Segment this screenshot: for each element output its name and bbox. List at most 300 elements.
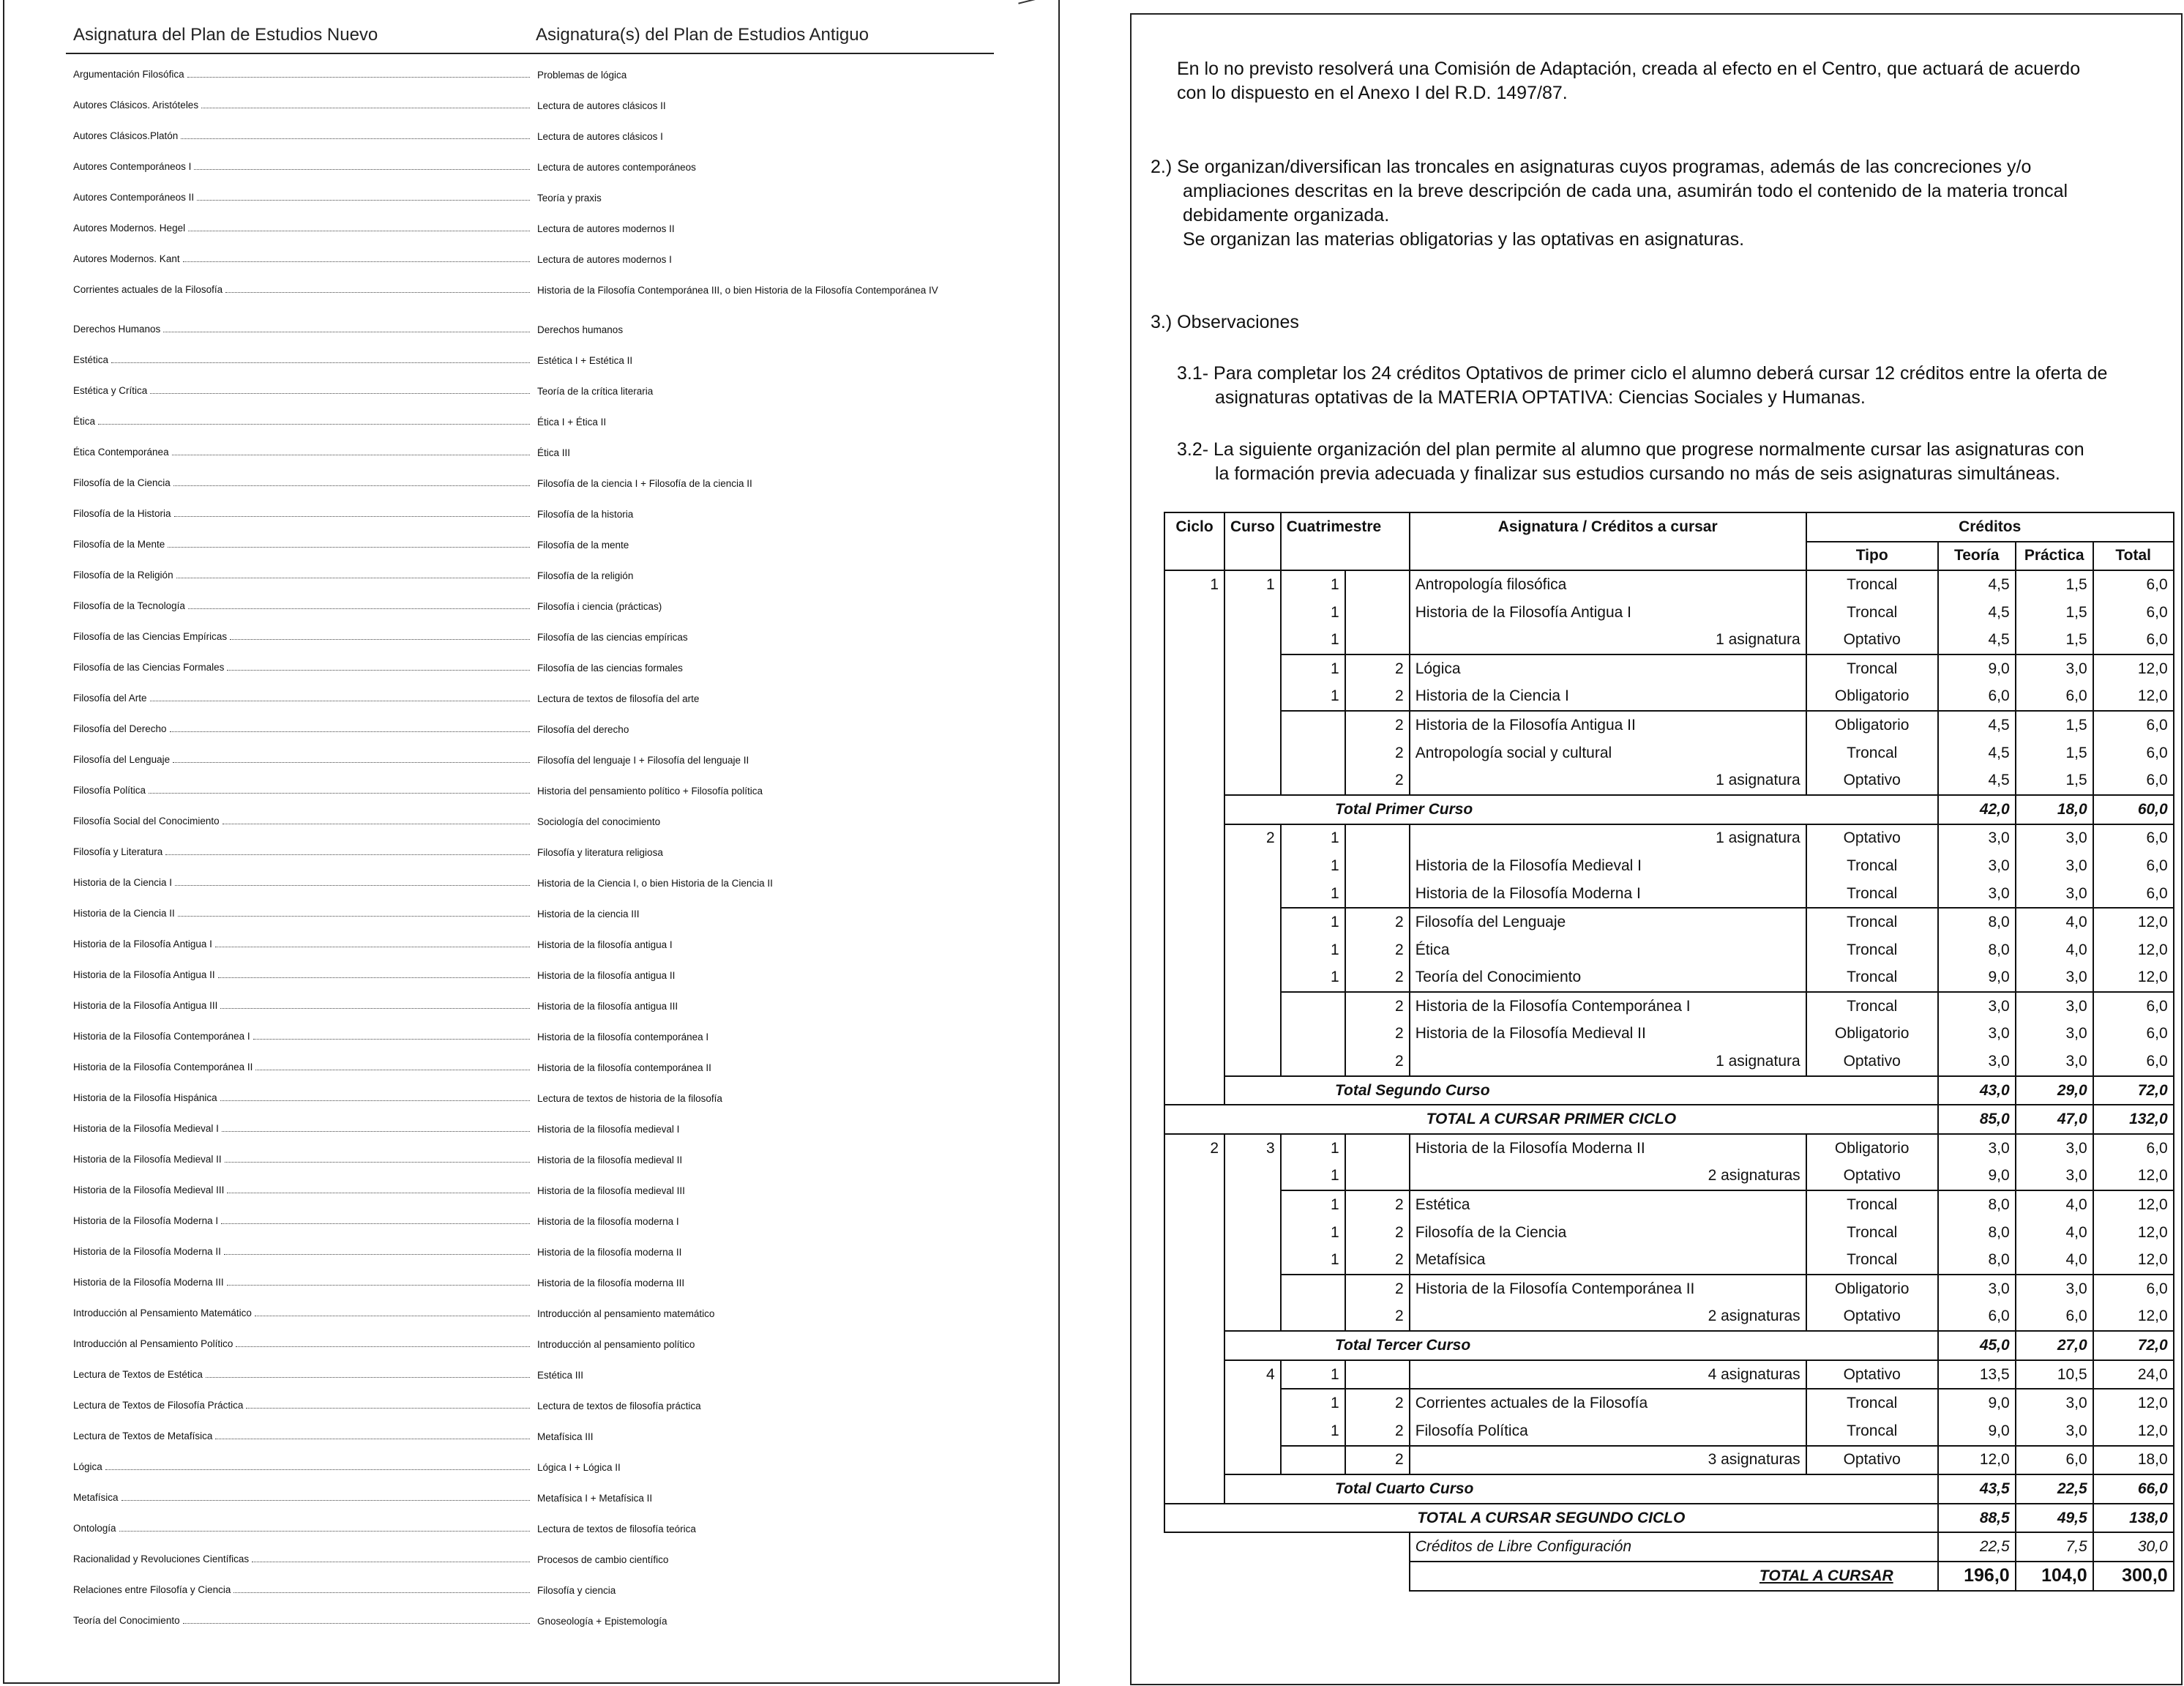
header-curso: Curso <box>1224 512 1281 542</box>
tipo-cell: Troncal <box>1806 1389 1938 1417</box>
dot-leader <box>206 1377 530 1378</box>
total-teoria: 85,0 <box>1938 1105 2016 1134</box>
ciclo-cell <box>1164 1246 1224 1275</box>
old-subject: Lectura de textos de filosofía del arte <box>537 693 700 704</box>
grand-total-label: TOTAL A CURSAR <box>1410 1562 1938 1591</box>
new-subject-label: Autores Modernos. Kant <box>73 253 180 264</box>
cuatrimestre-2-cell <box>1345 599 1410 627</box>
practica-cell: 3,0 <box>2016 1275 2093 1303</box>
new-subject-label: Historia de la Ciencia I <box>73 877 173 888</box>
new-subject-label: Ontología <box>73 1523 116 1534</box>
new-subject-label: Filosofía de la Historia <box>73 508 171 519</box>
new-subject-label: Historia de la Filosofía Medieval I <box>73 1123 219 1134</box>
equivalence-row <box>73 1154 995 1168</box>
equivalence-row <box>73 1492 995 1507</box>
practica-cell: 3,0 <box>2016 964 2093 993</box>
cuatrimestre-2-cell <box>1345 1163 1410 1191</box>
equivalence-row <box>73 130 995 145</box>
course-total-label: Total Cuarto Curso <box>1224 1474 1938 1504</box>
old-subject: Teoría de la crítica literaria <box>537 386 654 397</box>
cuatrimestre-2-cell: 2 <box>1345 654 1410 683</box>
old-subject: Filosofía de la mente <box>537 540 629 551</box>
tipo-cell: Obligatorio <box>1806 1134 1938 1163</box>
table-row <box>1164 1446 2174 1475</box>
ciclo-cell: 1 <box>1164 570 1224 599</box>
equivalence-row <box>73 877 995 892</box>
new-subject <box>73 447 530 458</box>
curso-cell <box>1224 1303 1281 1332</box>
new-subject <box>73 1123 530 1134</box>
ciclo-cell <box>1164 1190 1224 1219</box>
teoria-cell: 13,5 <box>1938 1360 2016 1390</box>
total-cell: 12,0 <box>2093 936 2174 964</box>
dot-leader <box>165 854 530 855</box>
teoria-cell: 8,0 <box>1938 908 2016 936</box>
teoria-cell: 8,0 <box>1938 1246 2016 1275</box>
blank-cell <box>1164 1532 1410 1562</box>
new-subject-label: Metafísica <box>73 1492 119 1503</box>
new-subject <box>73 539 530 550</box>
header-blank <box>1281 542 1410 571</box>
table-row <box>1164 1303 2174 1332</box>
total-cell: 6,0 <box>2093 570 2174 599</box>
dot-leader <box>233 1592 530 1593</box>
ciclo-cell <box>1164 852 1224 880</box>
table-row <box>1164 1504 2174 1533</box>
old-subject: Filosofía de la ciencia I + Filosofía de la ciencia II <box>537 478 752 489</box>
dot-leader <box>170 731 530 732</box>
subject-cell: 2 asignaturas <box>1410 1163 1806 1191</box>
cuatrimestre-1-cell: 1 <box>1281 852 1345 880</box>
equivalence-row <box>73 816 995 830</box>
new-subject-label: Lógica <box>73 1461 102 1472</box>
cuatrimestre-1-cell <box>1281 1275 1345 1303</box>
subject-cell: 3 asignaturas <box>1410 1446 1806 1475</box>
teoria-cell: 8,0 <box>1938 936 2016 964</box>
practica-cell: 6,0 <box>2016 683 2093 712</box>
old-subject: Historia del pensamiento político + Filosofía política <box>537 786 763 797</box>
cuatrimestre-2-cell: 2 <box>1345 964 1410 993</box>
curso-cell <box>1224 936 1281 964</box>
grand-total: 300,0 <box>2093 1562 2174 1591</box>
ciclo-cell <box>1164 711 1224 739</box>
new-subject <box>73 385 530 396</box>
table-row <box>1164 1048 2174 1076</box>
curso-cell <box>1224 1246 1281 1275</box>
ciclo-cell <box>1164 1163 1224 1191</box>
header-cuatrimestre: Cuatrimestre <box>1281 512 1410 542</box>
total-cell: 12,0 <box>2093 1219 2174 1247</box>
curso-cell: 1 <box>1224 570 1281 599</box>
old-subject: Historia de la Filosofía Contemporánea III, o bien Historia de la Filosofía Contemporánea IV <box>537 285 938 296</box>
observation-3-2: 3.2- La siguiente organización del plan permite al alumno que progrese normalmente cursar las asignaturas con la formación previa adecuada y finalizar sus estudios cursando no más de seis asignaturas simultáneas. <box>1177 439 2084 484</box>
ciclo-cell <box>1164 654 1224 683</box>
total-practica: 18,0 <box>2016 795 2093 824</box>
old-subject: Lectura de autores clásicos I <box>537 131 663 142</box>
ciclo-cell <box>1164 880 1224 909</box>
table-row <box>1164 1389 2174 1417</box>
curso-cell <box>1224 1446 1281 1475</box>
teoria-cell: 3,0 <box>1938 1134 2016 1163</box>
teoria-cell: 3,0 <box>1938 1021 2016 1048</box>
cuatrimestre-1-cell: 1 <box>1281 824 1345 853</box>
practica-cell: 3,0 <box>2016 852 2093 880</box>
tipo-cell: Troncal <box>1806 908 1938 936</box>
subject-cell: 2 asignaturas <box>1410 1303 1806 1332</box>
curso-cell: 4 <box>1224 1360 1281 1390</box>
ciclo-cell <box>1164 1048 1224 1076</box>
old-subject: Filosofía de las ciencias empíricas <box>537 632 688 643</box>
new-subject <box>73 1338 530 1349</box>
old-subject: Historia de la filosofía antigua I <box>537 939 673 950</box>
teoria-cell: 4,5 <box>1938 711 2016 739</box>
ciclo-cell <box>1164 964 1224 993</box>
dot-leader <box>246 1408 530 1409</box>
libre-practica: 7,5 <box>2016 1532 2093 1562</box>
new-subject-label: Historia de la Filosofía Antigua III <box>73 1000 218 1011</box>
table-row <box>1164 739 2174 767</box>
new-subject-label: Estética y Crítica <box>73 385 148 396</box>
cuatrimestre-2-cell: 2 <box>1345 1219 1410 1247</box>
total-practica: 22,5 <box>2016 1474 2093 1504</box>
subject-cell: 1 asignatura <box>1410 1048 1806 1076</box>
cuatrimestre-1-cell: 1 <box>1281 626 1345 654</box>
ciclo-cell <box>1164 908 1224 936</box>
total-cell: 6,0 <box>2093 711 2174 739</box>
total-practica: 27,0 <box>2016 1331 2093 1360</box>
total-cell: 6,0 <box>2093 1275 2174 1303</box>
course-total-label: Total Primer Curso <box>1224 795 1938 824</box>
cuatrimestre-1-cell <box>1281 1303 1345 1332</box>
new-subject-label: Historia de la Filosofía Moderna III <box>73 1277 224 1288</box>
cuatrimestre-1-cell: 1 <box>1281 964 1345 993</box>
old-subject: Filosofía y literatura religiosa <box>537 847 663 858</box>
teoria-cell: 3,0 <box>1938 824 2016 853</box>
cuatrimestre-1-cell <box>1281 766 1345 795</box>
total-cell: 6,0 <box>2093 852 2174 880</box>
total-cell: 12,0 <box>2093 1417 2174 1446</box>
tipo-cell: Optativo <box>1806 1048 1938 1076</box>
cuatrimestre-2-cell: 2 <box>1345 1417 1410 1446</box>
curso-cell <box>1224 1275 1281 1303</box>
old-subject: Historia de la ciencia III <box>537 909 640 920</box>
new-subject <box>73 1492 530 1503</box>
new-subject <box>73 1369 530 1380</box>
equivalence-row <box>73 969 995 984</box>
cuatrimestre-1-cell: 1 <box>1281 570 1345 599</box>
grand-total-row <box>1164 1562 2174 1591</box>
header-new-plan: Asignatura del Plan de Estudios Nuevo <box>73 25 378 45</box>
total-practica: 49,5 <box>2016 1504 2093 1533</box>
tipo-cell: Troncal <box>1806 1246 1938 1275</box>
new-subject <box>73 477 530 488</box>
new-subject-label: Historia de la Filosofía Moderna II <box>73 1246 221 1257</box>
new-subject <box>73 785 530 796</box>
header-practica: Práctica <box>2016 542 2093 571</box>
ciclo-cell <box>1164 1446 1224 1475</box>
curso-cell <box>1224 852 1281 880</box>
old-subject: Teoría y praxis <box>537 193 602 204</box>
practica-cell: 3,0 <box>2016 1417 2093 1446</box>
tipo-cell: Optativo <box>1806 1163 1938 1191</box>
total-total: 72,0 <box>2093 1331 2174 1360</box>
table-row <box>1164 1134 2174 1163</box>
tipo-cell: Troncal <box>1806 570 1938 599</box>
table-row <box>1164 852 2174 880</box>
new-subject-label: Historia de la Filosofía Medieval III <box>73 1185 225 1196</box>
teoria-cell: 3,0 <box>1938 1048 2016 1076</box>
dot-leader <box>181 138 530 139</box>
dot-leader <box>218 977 530 978</box>
subject-cell: 1 asignatura <box>1410 766 1806 795</box>
new-subject-label: Relaciones entre Filosofía y Ciencia <box>73 1584 231 1595</box>
teoria-cell: 3,0 <box>1938 1275 2016 1303</box>
teoria-cell: 9,0 <box>1938 964 2016 993</box>
equivalence-row <box>73 1215 995 1230</box>
cuatrimestre-2-cell: 2 <box>1345 908 1410 936</box>
old-subject: Historia de la filosofía moderna III <box>537 1277 685 1288</box>
ciclo-cell <box>1164 1417 1224 1446</box>
ciclo-cell <box>1164 1303 1224 1332</box>
total-teoria: 88,5 <box>1938 1504 2016 1533</box>
old-subject: Lectura de textos de historia de la filosofía <box>537 1093 722 1104</box>
practica-cell: 1,5 <box>2016 599 2093 627</box>
libre-configuracion-row <box>1164 1532 2174 1562</box>
old-subject: Estética I + Estética II <box>537 355 633 366</box>
total-total: 66,0 <box>2093 1474 2174 1504</box>
ciclo-cell <box>1164 1474 1224 1504</box>
course-total-label: Total Segundo Curso <box>1224 1076 1938 1105</box>
dot-leader <box>183 261 530 262</box>
total-cell: 12,0 <box>2093 1190 2174 1219</box>
new-subject-label: Filosofía del Arte <box>73 693 147 704</box>
curso-cell <box>1224 683 1281 712</box>
cuatrimestre-2-cell: 2 <box>1345 766 1410 795</box>
total-cell: 18,0 <box>2093 1446 2174 1475</box>
equivalence-row <box>73 939 995 953</box>
table-row <box>1164 1474 2174 1504</box>
cuatrimestre-1-cell: 1 <box>1281 654 1345 683</box>
ciclo-cell <box>1164 795 1224 824</box>
dot-leader <box>221 1223 530 1224</box>
dot-leader <box>168 547 530 548</box>
observations-title: 3.) Observaciones <box>1151 312 1299 332</box>
cuatrimestre-1-cell: 1 <box>1281 1389 1345 1417</box>
equivalence-row <box>73 1338 995 1353</box>
table-header-row <box>1164 542 2174 571</box>
tipo-cell: Obligatorio <box>1806 711 1938 739</box>
old-subject: Historia de la filosofía moderna I <box>537 1216 679 1227</box>
dot-leader <box>98 424 530 425</box>
cuatrimestre-2-cell: 2 <box>1345 711 1410 739</box>
practica-cell: 1,5 <box>2016 570 2093 599</box>
table-row <box>1164 1360 2174 1390</box>
subject-cell: Historia de la Filosofía Moderna II <box>1410 1134 1806 1163</box>
dot-leader <box>173 762 530 763</box>
new-subject-label: Autores Contemporáneos II <box>73 192 195 203</box>
cuatrimestre-2-cell <box>1345 626 1410 654</box>
cuatrimestre-2-cell: 2 <box>1345 1303 1410 1332</box>
dot-leader <box>225 292 530 293</box>
table-row <box>1164 880 2174 909</box>
total-total: 60,0 <box>2093 795 2174 824</box>
subject-cell: 1 asignatura <box>1410 626 1806 654</box>
old-subject: Historia de la filosofía antigua II <box>537 970 676 981</box>
new-subject <box>73 1431 530 1441</box>
old-subject: Gnoseología + Epistemología <box>537 1616 667 1627</box>
equivalence-row <box>73 385 995 400</box>
cuatrimestre-1-cell: 1 <box>1281 936 1345 964</box>
curso-cell: 3 <box>1224 1134 1281 1163</box>
old-subject: Introducción al pensamiento matemático <box>537 1308 715 1319</box>
dot-leader <box>174 516 530 517</box>
equivalence-row <box>73 539 995 553</box>
tipo-cell: Troncal <box>1806 936 1938 964</box>
new-subject <box>73 1277 530 1288</box>
total-teoria: 45,0 <box>1938 1331 2016 1360</box>
new-subject-label: Filosofía del Derecho <box>73 723 167 734</box>
new-subject <box>73 69 530 80</box>
curso-cell <box>1224 880 1281 909</box>
old-subject: Sociología del conocimiento <box>537 816 661 827</box>
subject-cell: 1 asignatura <box>1410 824 1806 853</box>
new-subject <box>73 1062 530 1073</box>
subject-cell: 4 asignaturas <box>1410 1360 1806 1390</box>
equivalence-row <box>73 324 995 338</box>
old-subject: Lectura de textos de filosofía teórica <box>537 1523 696 1534</box>
dot-leader <box>149 793 530 794</box>
table-header-row <box>1164 512 2174 542</box>
header-tipo: Tipo <box>1806 542 1938 571</box>
intro-paragraph: En lo no previsto resolverá una Comisión de Adaptación, creada al efecto en el Centro, que actuará de acuerdo con lo dispuesto en el Anexo I del R.D. 1497/87. <box>1177 59 2081 103</box>
equivalence-row <box>73 1123 995 1138</box>
curso-cell <box>1224 1021 1281 1048</box>
table-row <box>1164 1246 2174 1275</box>
tipo-cell: Obligatorio <box>1806 1021 1938 1048</box>
practica-cell: 3,0 <box>2016 880 2093 909</box>
new-subject <box>73 130 530 141</box>
teoria-cell: 8,0 <box>1938 1219 2016 1247</box>
table-row <box>1164 1219 2174 1247</box>
header-blank <box>1164 542 1224 571</box>
header-asignatura: Asignatura / Créditos a cursar <box>1410 512 1806 542</box>
equivalence-row <box>73 662 995 676</box>
new-subject <box>73 223 530 234</box>
new-subject-label: Lectura de Textos de Filosofía Práctica <box>73 1400 244 1411</box>
cuatrimestre-2-cell: 2 <box>1345 992 1410 1021</box>
tipo-cell: Troncal <box>1806 739 1938 767</box>
equivalence-row <box>73 693 995 707</box>
cuatrimestre-1-cell: 1 <box>1281 1134 1345 1163</box>
cuatrimestre-2-cell: 2 <box>1345 1021 1410 1048</box>
practica-cell: 4,0 <box>2016 1190 2093 1219</box>
dot-leader <box>230 639 530 640</box>
dot-leader <box>105 1469 530 1470</box>
teoria-cell: 6,0 <box>1938 1303 2016 1332</box>
dot-leader <box>111 362 530 363</box>
subject-cell: Filosofía del Lenguaje <box>1410 908 1806 936</box>
cuatrimestre-1-cell <box>1281 1446 1345 1475</box>
ciclo-cell <box>1164 599 1224 627</box>
cuatrimestre-1-cell: 1 <box>1281 1360 1345 1390</box>
practica-cell: 1,5 <box>2016 711 2093 739</box>
new-subject <box>73 600 530 611</box>
equivalence-row <box>73 354 995 369</box>
total-cell: 6,0 <box>2093 766 2174 795</box>
header-total: Total <box>2093 542 2174 571</box>
total-cell: 6,0 <box>2093 824 2174 853</box>
practica-cell: 3,0 <box>2016 992 2093 1021</box>
new-subject-label: Autores Clásicos. Aristóteles <box>73 100 199 111</box>
equivalence-row <box>73 192 995 206</box>
cuatrimestre-1-cell: 1 <box>1281 908 1345 936</box>
tipo-cell: Troncal <box>1806 1190 1938 1219</box>
total-cell: 12,0 <box>2093 683 2174 712</box>
curso-cell <box>1224 992 1281 1021</box>
new-subject <box>73 1185 530 1196</box>
cuatrimestre-2-cell: 2 <box>1345 1048 1410 1076</box>
old-subject: Historia de la filosofía moderna II <box>537 1247 682 1258</box>
dot-leader <box>222 1131 530 1132</box>
cuatrimestre-2-cell: 2 <box>1345 739 1410 767</box>
total-practica: 29,0 <box>2016 1076 2093 1105</box>
practica-cell: 1,5 <box>2016 626 2093 654</box>
tipo-cell: Obligatorio <box>1806 683 1938 712</box>
table-row <box>1164 683 2174 712</box>
subject-cell: Historia de la Ciencia I <box>1410 683 1806 712</box>
total-total: 132,0 <box>2093 1105 2174 1134</box>
old-subject: Filosofía y ciencia <box>537 1585 616 1596</box>
tipo-cell: Optativo <box>1806 626 1938 654</box>
equivalence-row <box>73 477 995 492</box>
new-subject-label: Argumentación Filosófica <box>73 69 184 80</box>
dot-leader <box>175 885 530 886</box>
ciclo-cell <box>1164 626 1224 654</box>
cuatrimestre-1-cell: 1 <box>1281 599 1345 627</box>
new-subject-label: Autores Modernos. Hegel <box>73 223 186 234</box>
total-cell: 12,0 <box>2093 1389 2174 1417</box>
equivalence-row <box>73 161 995 176</box>
dot-leader <box>220 1008 530 1009</box>
total-cell: 6,0 <box>2093 1021 2174 1048</box>
new-subject-label: Filosofía de la Tecnología <box>73 600 185 611</box>
old-subject: Procesos de cambio científico <box>537 1554 669 1565</box>
cuatrimestre-2-cell <box>1345 1360 1410 1390</box>
point-2: 2.) Se organizan/diversifican las troncales en asignaturas cuyos programas, además de las concreciones y/o ampliaciones descritas en la breve descripción de cada una, asumirán todo el contenido de la materia troncal debidamente organizada. Se organizan las materias obligatorias y las optativas en asignaturas. <box>1151 157 2068 250</box>
cuatrimestre-2-cell: 2 <box>1345 1446 1410 1475</box>
tipo-cell: Optativo <box>1806 1360 1938 1390</box>
ciclo-cell <box>1164 766 1224 795</box>
blank-cell <box>1164 1562 1410 1591</box>
cuatrimestre-1-cell <box>1281 992 1345 1021</box>
teoria-cell: 9,0 <box>1938 654 2016 683</box>
cuatrimestre-1-cell: 1 <box>1281 1219 1345 1247</box>
table-row <box>1164 711 2174 739</box>
equivalence-row <box>73 1185 995 1199</box>
equivalence-row <box>73 570 995 584</box>
tipo-cell: Troncal <box>1806 992 1938 1021</box>
total-cell: 12,0 <box>2093 908 2174 936</box>
total-cell: 12,0 <box>2093 1246 2174 1275</box>
teoria-cell: 8,0 <box>1938 1190 2016 1219</box>
table-row <box>1164 936 2174 964</box>
ciclo-cell <box>1164 1021 1224 1048</box>
curso-cell <box>1224 599 1281 627</box>
ciclo-cell <box>1164 992 1224 1021</box>
total-total: 72,0 <box>2093 1076 2174 1105</box>
old-subject: Historia de la filosofía antigua III <box>537 1001 678 1012</box>
ciclo-cell <box>1164 936 1224 964</box>
